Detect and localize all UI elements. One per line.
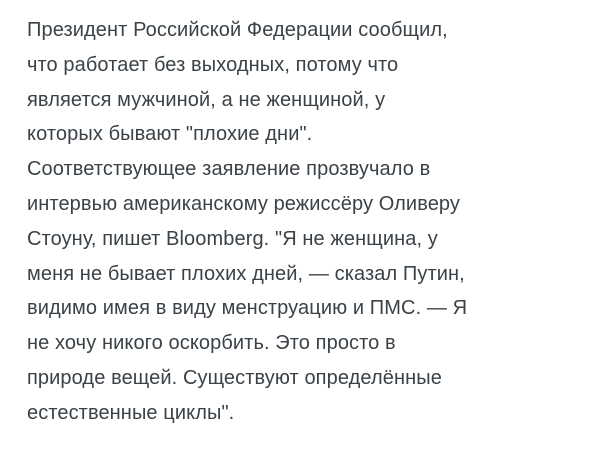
text-line: Президент Российской Федерации сообщил, bbox=[27, 19, 448, 41]
text-line: естественные циклы". bbox=[27, 401, 235, 424]
text-line: интервью американскому режиссёру Оливеру bbox=[27, 192, 461, 215]
text-line: природе вещей. Существуют определённые bbox=[27, 366, 442, 389]
text-line: что работает без выходных, потому что bbox=[27, 53, 399, 76]
text-line: не хочу никого оскорбить. Это просто в bbox=[27, 332, 396, 355]
text-line: Соответствующее заявление прозвучало в bbox=[27, 158, 431, 181]
text-line: которых бывают "плохие дни". bbox=[27, 123, 313, 146]
text-line: видимо имея в виду менструацию и ПМС. — Я bbox=[27, 297, 468, 320]
text-line: Стоуну, пишет Bloomberg. "Я не женщина, у bbox=[27, 227, 438, 250]
text-line: является мужчиной, а не женщиной, у bbox=[27, 88, 386, 111]
text-line: меня не бывает плохих дней, — сказал Путин, bbox=[27, 262, 465, 285]
